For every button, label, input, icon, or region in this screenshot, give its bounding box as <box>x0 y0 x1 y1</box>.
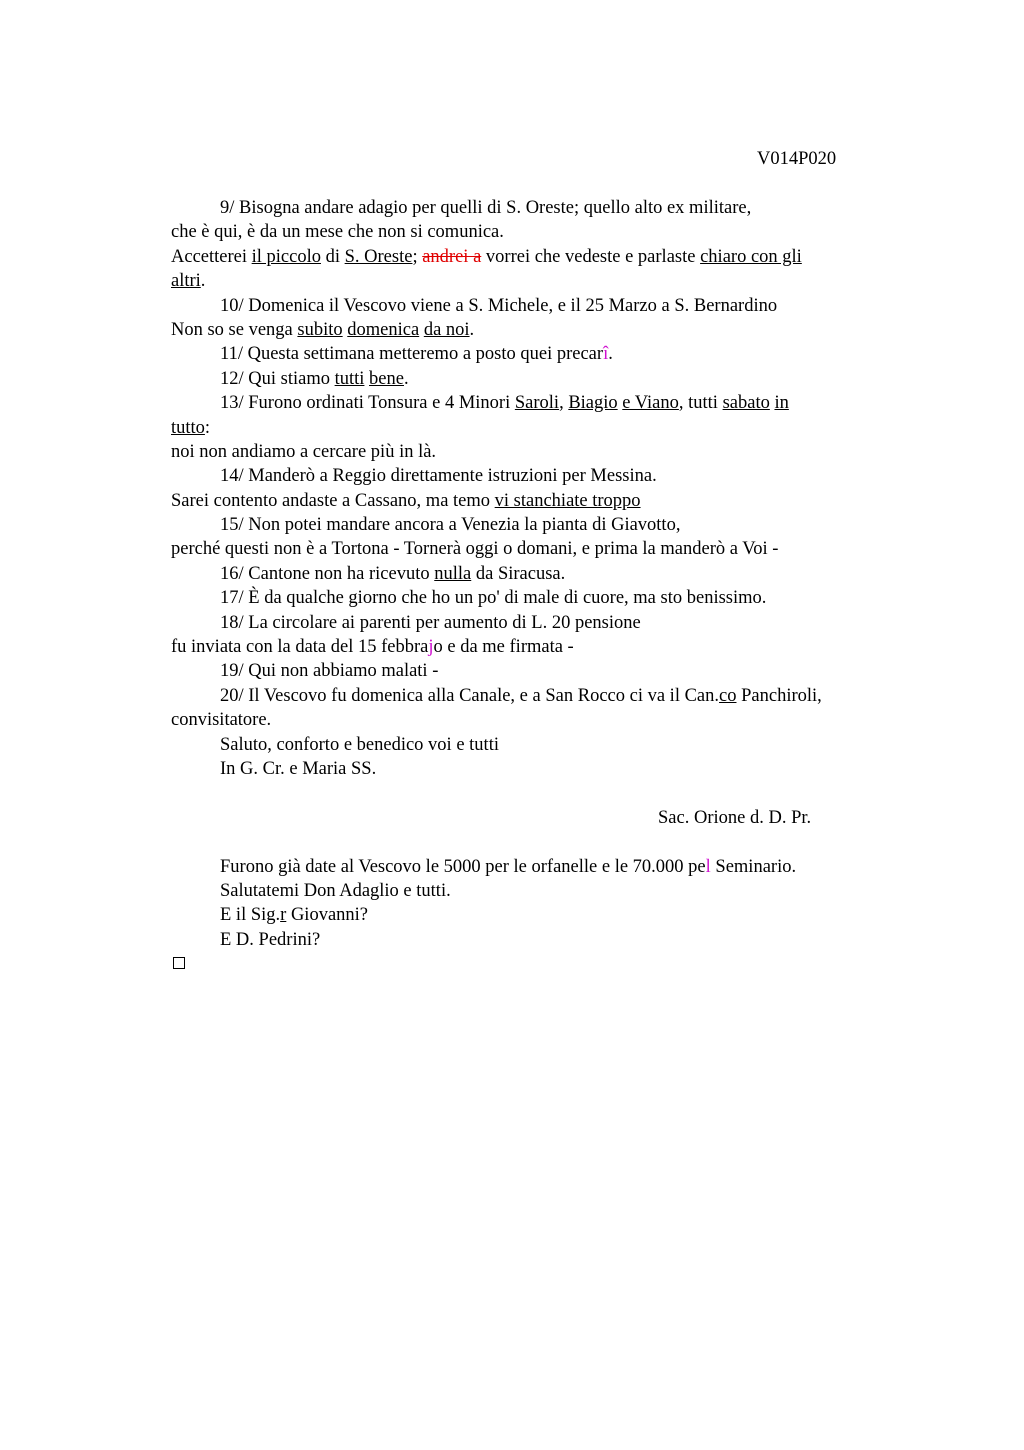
underlined-text: tutto <box>171 417 205 438</box>
text-run: , <box>559 393 569 414</box>
text-run: . <box>403 368 409 389</box>
text-run: . <box>200 271 206 292</box>
underlined-text: bene <box>369 368 404 389</box>
underlined-text: S. Oreste <box>344 246 413 267</box>
text-run: 20/ Il Vescovo fu domenica alla Canale, e a San Rocco ci va il Can. <box>220 685 720 706</box>
item-16 <box>171 562 911 586</box>
underlined-text: il piccolo <box>251 246 321 267</box>
inserted-text: î <box>603 344 609 365</box>
text-run: . <box>608 344 613 365</box>
text-run: E il Sig. <box>220 905 281 926</box>
underlined-text: vi stanchiate troppo <box>494 490 641 511</box>
page-id: V014P020 <box>757 149 837 169</box>
postscript-line-2: Salutatemi Don Adaglio e tutti. <box>220 880 451 901</box>
item-9-line-1: 9/ Bisogna andare adagio per quelli di S. Oreste; quello alto ex militare, <box>220 198 752 218</box>
postscript-line-1 <box>171 855 911 879</box>
text-run: 11/ Questa settimana metteremo a posto quei precar <box>220 344 604 365</box>
spacer <box>171 830 911 854</box>
underlined-text: Saroli <box>514 393 560 414</box>
item-15-line-1: 15/ Non potei mandare ancora a Venezia la pianta di Giavotto, <box>220 515 681 536</box>
inserted-text: j <box>428 637 434 658</box>
item-9-line-4 <box>171 269 911 293</box>
item-13-line-1 <box>171 391 911 415</box>
end-box-icon <box>173 957 185 969</box>
text-run: Sarei contento andaste a Cassano, ma temo <box>171 490 495 511</box>
underlined-text: subito <box>297 319 343 340</box>
text-run: Giovanni? <box>286 905 368 926</box>
item-15-line-2: perché questi non è a Tortona - Tornerà oggi o domani, e prima la manderò a Voi - <box>171 539 779 560</box>
item-17: 17/ È da qualche giorno che ho un po' di male di cuore, ma sto benissimo. <box>220 588 767 609</box>
item-18-line-1: 18/ La circolare ai parenti per aumento di L. 20 pensione <box>220 612 641 633</box>
underlined-text: sabato <box>722 393 770 414</box>
spacer <box>171 781 911 805</box>
signature: Sac. Orione d. D. Pr. <box>658 807 812 828</box>
text-run: da Siracusa. <box>471 563 566 584</box>
underlined-text: Biagio <box>568 393 618 414</box>
text-run: Seminario. <box>710 856 797 877</box>
text-run: 12/ Qui stiamo <box>220 368 335 389</box>
letter-body <box>171 196 911 952</box>
text-run: 16/ Cantone non ha ricevuto <box>220 563 435 584</box>
item-10-line-2 <box>171 318 911 342</box>
item-20-line-1 <box>171 684 911 708</box>
inserted-text: l <box>705 856 711 877</box>
underlined-text: da noi <box>423 319 470 340</box>
closing-line-1: Saluto, conforto e benedico voi e tutti <box>220 734 499 755</box>
underlined-text: nulla <box>434 563 472 584</box>
item-14-line-2 <box>171 489 911 513</box>
text-run: ; <box>412 246 423 267</box>
item-14-line-1: 14/ Manderò a Reggio direttamente istruzioni per Messina. <box>220 466 657 487</box>
item-13-line-3: noi non andiamo a cercare più in là. <box>171 441 437 462</box>
text-run: o e da me firmata - <box>433 637 574 658</box>
underlined-text: domenica <box>347 319 420 340</box>
item-9-line-2: che è qui, è da un mese che non si comunica. <box>171 222 504 243</box>
underlined-text: co <box>719 685 737 706</box>
item-11 <box>171 342 911 366</box>
item-18-line-2 <box>171 635 911 659</box>
text-run: fu inviata con la data del 15 febbra <box>171 637 429 658</box>
underlined-text: altri <box>171 271 201 292</box>
underlined-text: chiaro con gli <box>700 246 802 267</box>
underlined-text: in <box>774 393 789 414</box>
text-run: . <box>469 319 475 340</box>
item-13-line-2 <box>171 416 911 440</box>
item-12 <box>171 367 911 391</box>
underlined-text: e Viano <box>622 393 679 414</box>
postscript-line-3 <box>171 903 911 927</box>
closing-line-2: In G. Cr. e Maria SS. <box>220 758 377 779</box>
text-run: Non so se venga <box>171 319 298 340</box>
item-20-line-2: convisitatore. <box>171 710 272 731</box>
text-run: di <box>320 246 345 267</box>
text-run: 13/ Furono ordinati Tonsura e 4 Minori <box>220 393 515 414</box>
deleted-text: andrei a <box>422 246 482 267</box>
item-19: 19/ Qui non abbiamo malati - <box>220 661 439 682</box>
text-run: vorrei che vedeste e parlaste <box>481 246 701 267</box>
postscript-line-4: E D. Pedrini? <box>220 929 321 950</box>
text-run: : <box>204 417 211 438</box>
item-9-line-3 <box>171 245 911 269</box>
text-run: , tutti <box>678 393 723 414</box>
item-10-line-1: 10/ Domenica il Vescovo viene a S. Michele, e il 25 Marzo a S. Bernardino <box>220 295 778 316</box>
underlined-text: r <box>280 905 287 926</box>
underlined-text: tutti <box>334 368 365 389</box>
text-run: Furono già date al Vescovo le 5000 per le orfanelle e le 70.000 pe <box>220 856 706 877</box>
text-run: Panchiroli, <box>736 685 822 706</box>
text-run: Accetterei <box>171 246 252 267</box>
